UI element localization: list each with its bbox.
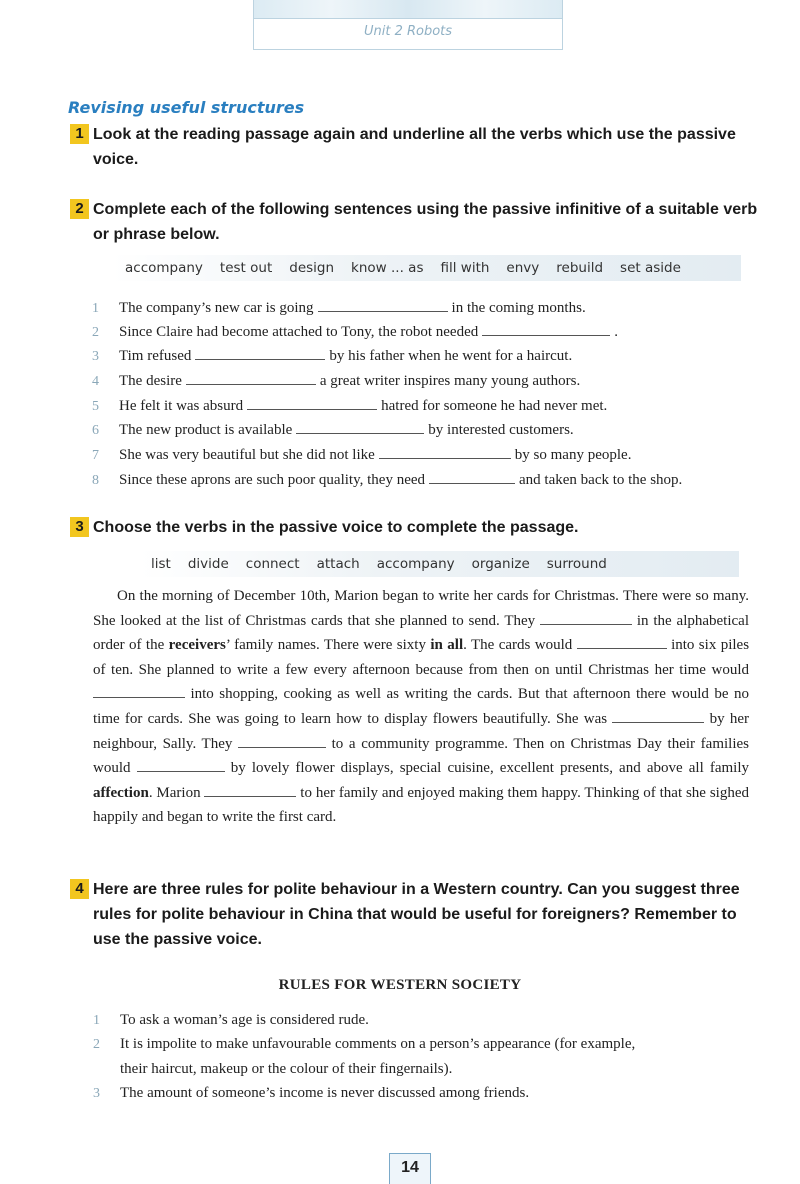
q2-item-3	[92, 345, 762, 367]
question-2	[70, 197, 760, 247]
answer-blank[interactable]	[137, 758, 225, 772]
passage-keyword: affection	[93, 784, 149, 801]
passage-keyword: receivers	[168, 637, 226, 654]
item-number: 6	[92, 423, 99, 438]
q3-word: attach	[316, 556, 360, 572]
q2-word: test out	[219, 260, 273, 276]
passage-text: to a community programme. Then on Christmas Day their families would	[93, 735, 749, 777]
q3-word: list	[151, 556, 171, 572]
rule-number: 1	[93, 1013, 100, 1028]
rule-text-continued: their haircut, makeup or the colour of their fingernails).	[120, 1061, 453, 1077]
question-3-number: 3	[70, 517, 89, 537]
item-text: She was very beautiful but she did not like	[119, 447, 375, 463]
passage-text: to her family and enjoyed making them happy. Thinking of that she sighed happily and began to write the first card.	[93, 784, 749, 826]
answer-blank[interactable]	[93, 684, 185, 698]
item-text: and taken back to the shop.	[519, 472, 683, 488]
item-number: 1	[92, 301, 99, 316]
q3-passage	[93, 584, 749, 830]
q2-item-2	[92, 321, 762, 343]
q2-item-5	[92, 395, 762, 417]
question-1-number: 1	[70, 124, 89, 144]
passage-text: into six piles of ten. She planned to write a few every afternoon because from then on until Christmas her time would	[93, 637, 750, 678]
q2-word-box	[112, 255, 741, 281]
q3-word: organize	[471, 556, 530, 572]
q2-word: design	[289, 260, 335, 276]
q2-item-4	[92, 370, 762, 392]
passage-text: in the alphabetical order of the	[93, 612, 749, 654]
q2-item-6	[92, 419, 762, 441]
answer-blank[interactable]	[577, 635, 667, 649]
passage-text: On the morning of December 10th, Marion began to write her cards for Christmas. There were so many. She looked at the list of Christmas cards that she planned to send. They	[93, 588, 749, 629]
header-texture	[254, 0, 562, 19]
rule-text: To ask a woman’s age is considered rude.	[120, 1012, 369, 1028]
item-number: 2	[92, 325, 99, 340]
q3-word: connect	[245, 556, 300, 572]
question-2-text: Complete each of the following sentences using the passive infinitive of a suitable verb or phrase below.	[93, 201, 758, 243]
q3-word-box	[140, 551, 739, 577]
q2-word: set aside	[620, 260, 681, 276]
q3-word: accompany	[376, 556, 455, 572]
item-number: 3	[92, 349, 99, 364]
item-text: He felt it was absurd	[119, 398, 244, 414]
answer-blank[interactable]	[318, 297, 448, 312]
item-number: 7	[92, 448, 99, 463]
question-4-text: Here are three rules for polite behaviour in a Western country. Can you suggest three rules for polite behaviour in China that would be useful for foreigners? Remember to use the passive voice.	[93, 881, 740, 948]
answer-blank[interactable]	[482, 321, 610, 336]
q2-word: envy	[506, 260, 540, 276]
answer-blank[interactable]	[247, 395, 377, 410]
item-text: by interested customers.	[428, 422, 574, 438]
rules-title: RULES FOR WESTERN SOCIETY	[278, 977, 522, 993]
item-text: The desire	[119, 373, 182, 389]
item-text: Tim refused	[119, 348, 192, 364]
rule-1	[93, 1008, 743, 1033]
rule-text: It is impolite to make unfavourable comments on a person’s appearance (for example,	[120, 1036, 636, 1052]
item-text: hatred for someone he had never met.	[381, 398, 608, 414]
answer-blank[interactable]	[540, 611, 632, 625]
unit-title: Unit 2 Robots	[363, 24, 453, 39]
answer-blank[interactable]	[204, 783, 296, 797]
answer-blank[interactable]	[612, 709, 704, 723]
q2-word: accompany	[125, 260, 203, 276]
question-1-text: Look at the reading passage again and underline all the verbs which use the passive voice.	[93, 126, 736, 168]
question-4	[70, 877, 760, 952]
passage-text: by lovely flower displays, special cuisine, excellent presents, and above all family	[230, 760, 749, 777]
passage-text: . Marion	[148, 784, 201, 801]
q3-word: divide	[187, 556, 229, 572]
item-text: Since Claire had become attached to Tony, the robot needed	[119, 324, 479, 340]
passage-text: . The cards would	[463, 637, 573, 654]
q2-word: rebuild	[556, 260, 604, 276]
q2-item-7	[92, 444, 762, 466]
answer-blank[interactable]	[429, 469, 515, 484]
question-2-number: 2	[70, 199, 89, 219]
passage-text: into shopping, cooking as well as writing the cards. But that afternoon there would be no time for cards. She was going to learn how to display flowers beautifully. She was	[93, 686, 749, 727]
q2-item-8	[92, 469, 762, 491]
section-title: Revising useful structures	[68, 98, 305, 117]
passage-text: ’ family names. There were sixty	[225, 637, 426, 654]
q2-word: fill with	[440, 260, 490, 276]
question-4-number: 4	[70, 879, 89, 899]
item-text: The new product is available	[119, 422, 293, 438]
q2-item-1	[92, 297, 762, 319]
passage-text: by her neighbour, Sally. They	[93, 710, 749, 752]
item-number: 4	[92, 374, 99, 389]
unit-header	[253, 0, 563, 50]
item-text: by so many people.	[514, 447, 632, 463]
answer-blank[interactable]	[379, 444, 511, 459]
question-1	[70, 122, 760, 172]
item-text: The company’s new car is going	[119, 300, 314, 316]
answer-blank[interactable]	[186, 370, 316, 385]
rule-text: The amount of someone’s income is never discussed among friends.	[120, 1085, 530, 1101]
rule-2	[93, 1032, 743, 1081]
rule-number: 2	[93, 1037, 100, 1052]
answer-blank[interactable]	[296, 419, 424, 434]
q2-word: know ... as	[351, 260, 424, 276]
rule-3	[93, 1081, 743, 1106]
item-text: in the coming months.	[451, 300, 586, 316]
item-text: Since these aprons are such poor quality, they need	[119, 472, 426, 488]
answer-blank[interactable]	[195, 345, 325, 360]
item-text: a great writer inspires many young authors.	[319, 373, 581, 389]
question-3	[70, 515, 760, 540]
item-text: by his father when he went for a haircut.	[329, 348, 573, 364]
passage-keyword: in all	[430, 637, 464, 654]
q3-word: surround	[546, 556, 607, 572]
item-number: 8	[92, 473, 99, 488]
item-text: .	[614, 324, 618, 340]
question-3-text: Choose the verbs in the passive voice to complete the passage.	[93, 519, 579, 536]
item-number: 5	[92, 399, 99, 414]
page-number: 14	[389, 1153, 431, 1184]
answer-blank[interactable]	[238, 734, 326, 748]
rule-number: 3	[93, 1086, 100, 1101]
